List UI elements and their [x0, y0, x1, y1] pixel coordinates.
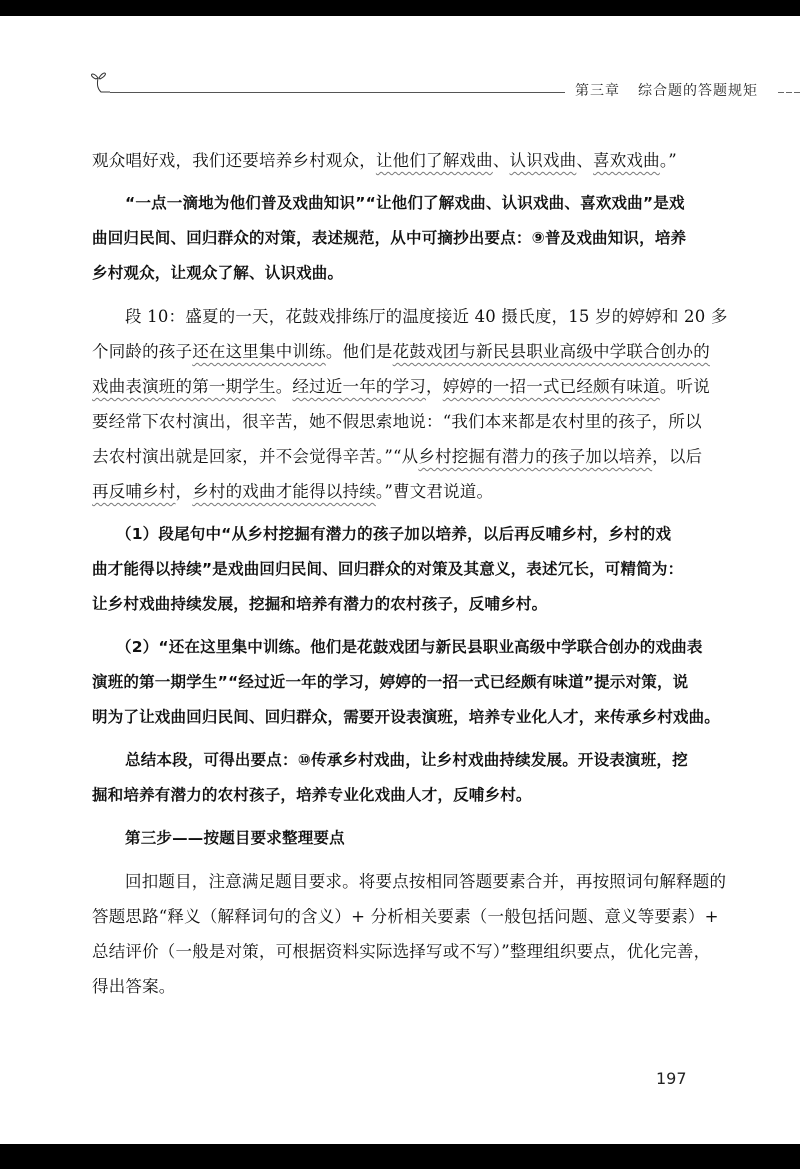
underlined-text: 喜欢戏曲	[593, 151, 660, 170]
text: 。	[275, 377, 293, 396]
source-line	[92, 474, 684, 509]
source-line: 要经常下农村演出，很辛苦，她不假思索地说：“我们本来都是农村里的孩子，所以	[92, 412, 702, 431]
analysis-line: 演班的第一期学生”“经过近一年的学习，婷婷的一招一式已经颇有味道”提示对策，说	[92, 673, 689, 691]
text: 。他们是	[325, 342, 393, 361]
text: 。”曹文君说道。	[375, 482, 494, 501]
text: 。听说	[659, 377, 710, 396]
header-rule-tail	[778, 92, 800, 93]
underlined-text: 乡村的戏曲才能得以持续	[192, 482, 376, 501]
underlined-text: 让他们了解戏曲	[375, 151, 493, 170]
text: ，以后	[652, 447, 703, 466]
text: 、	[576, 151, 594, 170]
underlined-text: 戏曲表演班的第一期学生	[92, 377, 276, 396]
text: 去农村演出就是回家，并不会觉得辛苦。”“从	[92, 447, 419, 466]
body-line: 得出答案。	[92, 977, 176, 996]
paragraph-line	[92, 143, 684, 178]
chapter-title: 综合题的答题规矩	[638, 83, 758, 99]
source-line	[92, 369, 710, 404]
analysis-line: 明为了让戏曲回归民间、回归群众，需要开设表演班，培养专业化人才，来传承乡村戏曲。	[92, 708, 721, 726]
underlined-text: 花鼓戏团与新民县职业高级中学联合创办的	[392, 342, 710, 361]
body-line: 答题思路“释义（解释词句的含义）+ 分析相关要素（一般包括问题、意义等要素）+	[92, 907, 719, 926]
header-title	[575, 80, 758, 100]
text: 。”	[659, 151, 677, 170]
body-line: 总结评价（一般是对策，可根据资料实际选择写或不写）”整理组织要点，优化完善，	[92, 942, 711, 961]
underlined-text: 乡村挖掘有潜力的孩子加以培养	[418, 447, 653, 466]
scan-border-top	[0, 0, 800, 16]
summary-line: 掘和培养有潜力的农村孩子，培养专业化戏曲人才，反哺乡村。	[92, 786, 532, 804]
analysis-line: 曲回归民间、回归群众的对策，表述规范，从中可摘抄出要点：⑨普及戏曲知识，培养	[92, 229, 687, 247]
text: 观众唱好戏，我们还要培养乡村观众，	[92, 151, 376, 170]
summary-line: 总结本段，可得出要点：⑩传承乡村戏曲，让乡村戏曲持续发展。开设表演班，挖	[125, 751, 688, 769]
analysis-line: “一点一滴地为他们普及戏曲知识”“让他们了解戏曲、认识戏曲、喜欢戏曲”是戏	[125, 194, 685, 212]
text: 、	[492, 151, 510, 170]
underlined-text: 还在这里集中训练	[192, 342, 326, 361]
chapter-label: 第三章	[575, 83, 620, 99]
analysis-line: 让乡村戏曲持续发展，挖掘和培养有潜力的农村孩子，反哺乡村。	[92, 595, 548, 613]
text: ，	[175, 482, 193, 501]
underlined-text: 婷婷的一招一式已经颇有味道	[442, 377, 660, 396]
underlined-text: 再反哺乡村	[92, 482, 176, 501]
underlined-text: 经过近一年的学习	[292, 377, 427, 396]
analysis-line: （1）段尾句中“从乡村挖掘有潜力的孩子加以培养，以后再反哺乡村，乡村的戏	[116, 525, 672, 543]
body-line: 回扣题目，注意满足题目要求。将要点按相同答题要素合并，再按照词句解释题的	[125, 872, 727, 891]
underlined-text: 认识戏曲	[509, 151, 577, 170]
running-header	[88, 66, 800, 106]
page-body	[92, 143, 728, 1004]
analysis-line: 曲才能得以持续”是戏曲回归民间、回归群众的对策及其意义，表述冗长，可精简为：	[92, 560, 684, 578]
source-line: 段 10：盛夏的一天，花鼓戏排练厅的温度接近 40 摄氏度，15 岁的婷婷和 20 多	[125, 307, 728, 326]
analysis-line: 乡村观众，让观众了解、认识戏曲。	[92, 264, 344, 282]
analysis-line: （2）“还在这里集中训练。他们是花鼓戏团与新民县职业高级中学联合创办的戏曲表	[116, 638, 703, 656]
source-line	[92, 334, 710, 369]
scan-border-bottom	[0, 1144, 800, 1169]
step-heading: 第三步——按题目要求整理要点	[125, 829, 345, 847]
header-rule	[110, 92, 565, 93]
source-line	[92, 439, 703, 474]
text: 个同龄的孩子	[92, 342, 193, 361]
text: ，	[426, 377, 443, 396]
page-number: 197	[656, 1069, 687, 1088]
